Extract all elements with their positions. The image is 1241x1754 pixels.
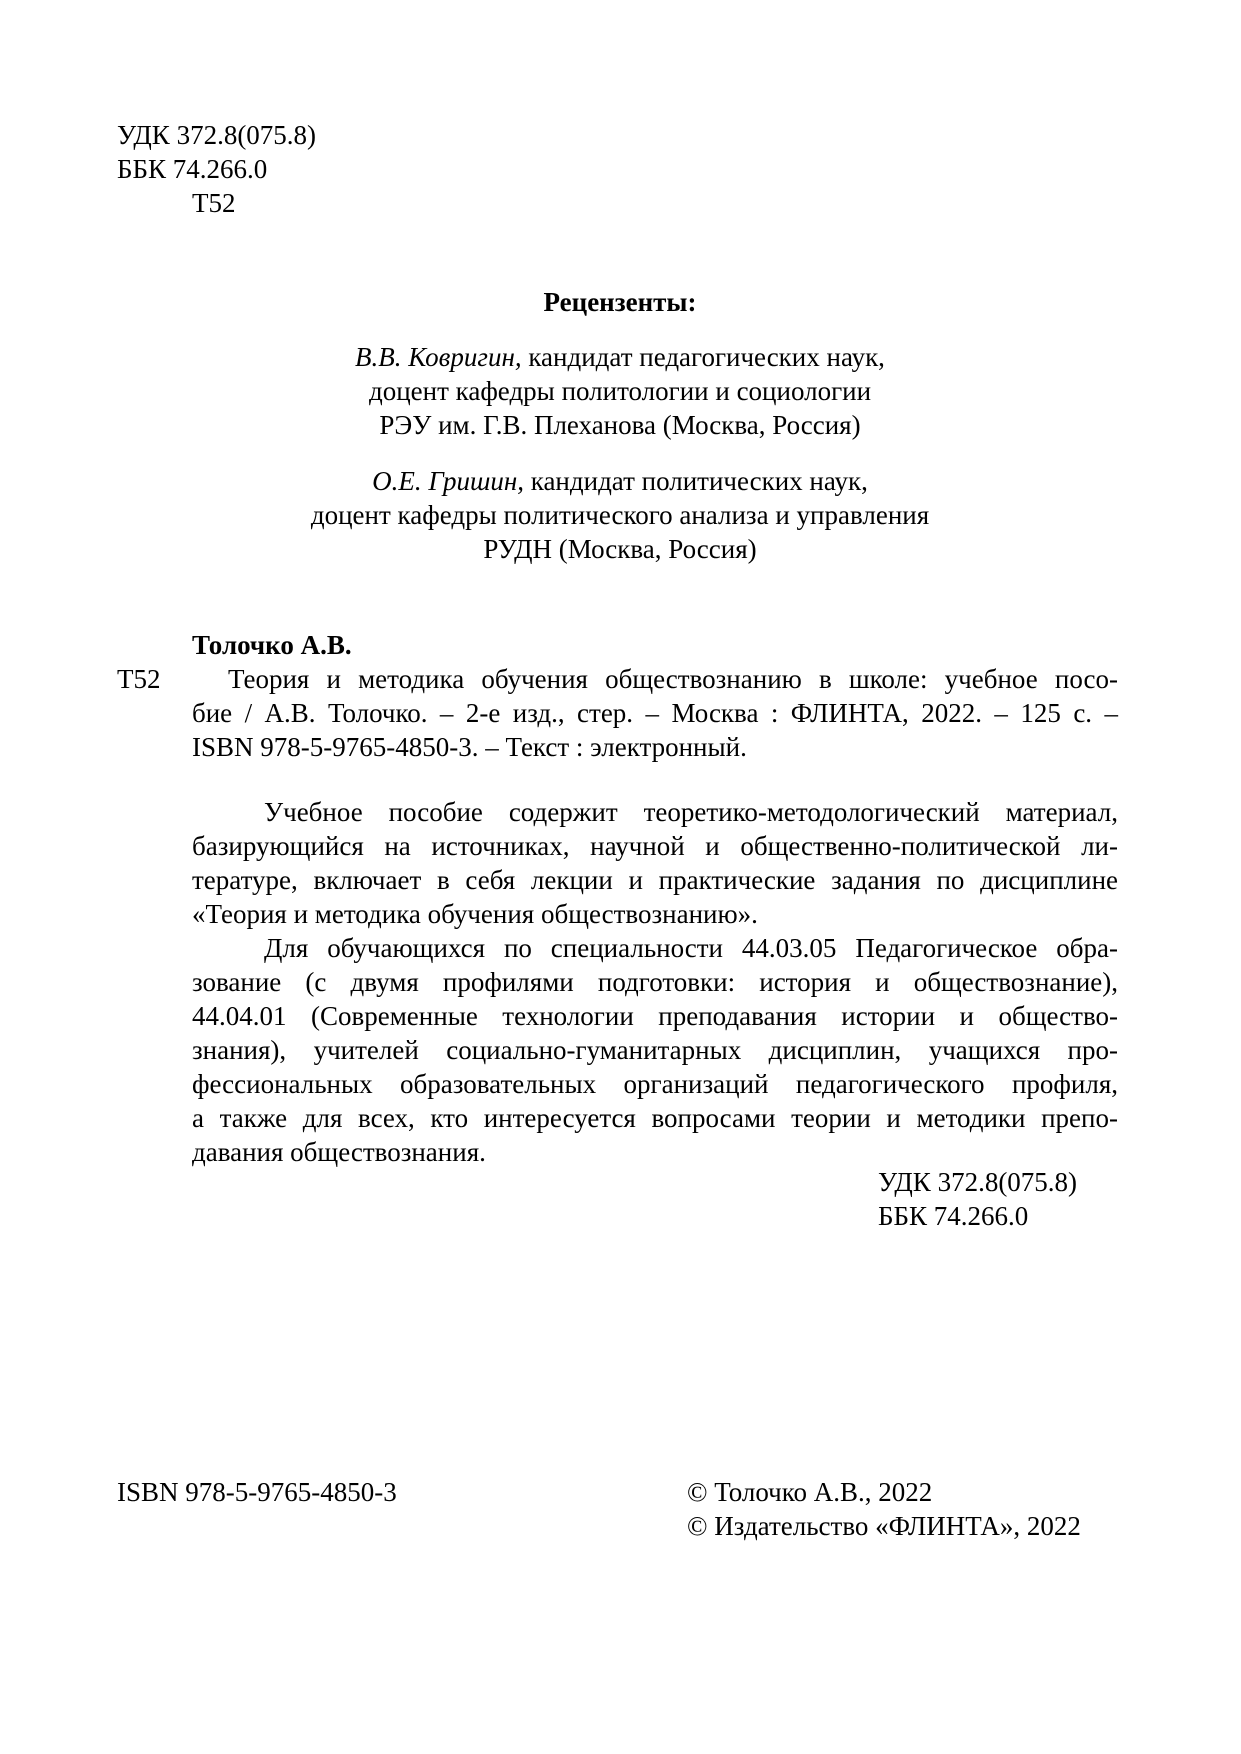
reviewer-1-affiliation: РЭУ им. Г.В. Плеханова (Москва, Россия)	[379, 410, 861, 440]
annotation-p2-line-6: а также для всех, кто интересуется вопросами теории и методики препо-	[192, 1103, 1118, 1133]
bib-line-1: Теория и методика обучения обществознанию в школе: учебное посо-	[228, 664, 1118, 694]
reviewer-1	[120, 340, 1120, 442]
annotation-p1-line-4: «Теория и методика обучения обществознанию».	[192, 899, 758, 929]
reviewer-1-name: В.В. Ковригин,	[355, 342, 522, 372]
annotation-p2-line-4: знания), учителей социально-гуманитарных дисциплин, учащихся про-	[192, 1035, 1118, 1065]
copyright-author: © Толочко А.В., 2022	[687, 1477, 933, 1507]
annotation-bbk-code: ББК 74.266.0	[878, 1201, 1029, 1231]
annotation-p2-line-3: 44.04.01 (Современные технологии преподавания истории и общество-	[192, 1001, 1118, 1031]
footer-copyrights	[687, 1475, 1081, 1543]
classification-block	[117, 118, 316, 220]
udk-code: УДК 372.8(075.8)	[117, 120, 317, 150]
bib-entry	[192, 662, 1118, 764]
annotation-udk-code: УДК 372.8(075.8)	[878, 1167, 1078, 1197]
reviewer-2-position: доцент кафедры политического анализа и управления	[310, 500, 930, 530]
copyright-publisher: © Издательство «ФЛИНТА», 2022	[687, 1511, 1081, 1541]
bib-line-3: ISBN 978-5-9765-4850-3. – Текст : электронный.	[192, 732, 747, 762]
reviewer-2-affiliation: РУДН (Москва, Россия)	[483, 534, 757, 564]
bib-author: Толочко А.В.	[192, 630, 352, 660]
annotation-classification	[878, 1165, 1077, 1233]
annotation-p1-line-3: тературе, включает в себя лекции и практические задания по дисциплине	[192, 865, 1118, 895]
bib-line-2: бие / А.В. Толочко. – 2-е изд., стер. – Москва : ФЛИНТА, 2022. – 125 с. –	[192, 698, 1118, 728]
reviewers-heading: Рецензенты:	[543, 287, 697, 317]
bbk-code: ББК 74.266.0	[117, 154, 268, 184]
reviewer-1-degree: кандидат педагогических наук,	[521, 342, 885, 372]
footer-isbn: ISBN 978-5-9765-4850-3	[117, 1477, 397, 1507]
annotation-p1-line-2: базирующийся на источниках, научной и общественно-политической ли-	[192, 831, 1118, 861]
annotation-p2-line-2: зование (с двумя профилями подготовки: история и обществознание),	[192, 967, 1118, 997]
annotation-p2-line-5: фессиональных образовательных организаций педагогического профиля,	[192, 1069, 1118, 1099]
reviewer-2-degree: кандидат политических наук,	[523, 466, 868, 496]
annotation-p1-line-1: Учебное пособие содержит теоретико-методологический материал,	[264, 797, 1118, 827]
annotation-paragraph-1	[192, 795, 1118, 931]
bib-mark: Т52	[117, 664, 161, 694]
reviewer-2-name: О.Е. Гришин,	[372, 466, 524, 496]
annotation-p2-line-7: давания обществознания.	[192, 1137, 486, 1167]
annotation-paragraph-2	[192, 931, 1118, 1169]
reviewer-2	[120, 464, 1120, 566]
author-mark: Т52	[192, 188, 236, 218]
reviewer-1-position: доцент кафедры политологии и социологии	[368, 376, 872, 406]
annotation-p2-line-1: Для обучающихся по специальности 44.03.05 Педагогическое обра-	[264, 933, 1118, 963]
